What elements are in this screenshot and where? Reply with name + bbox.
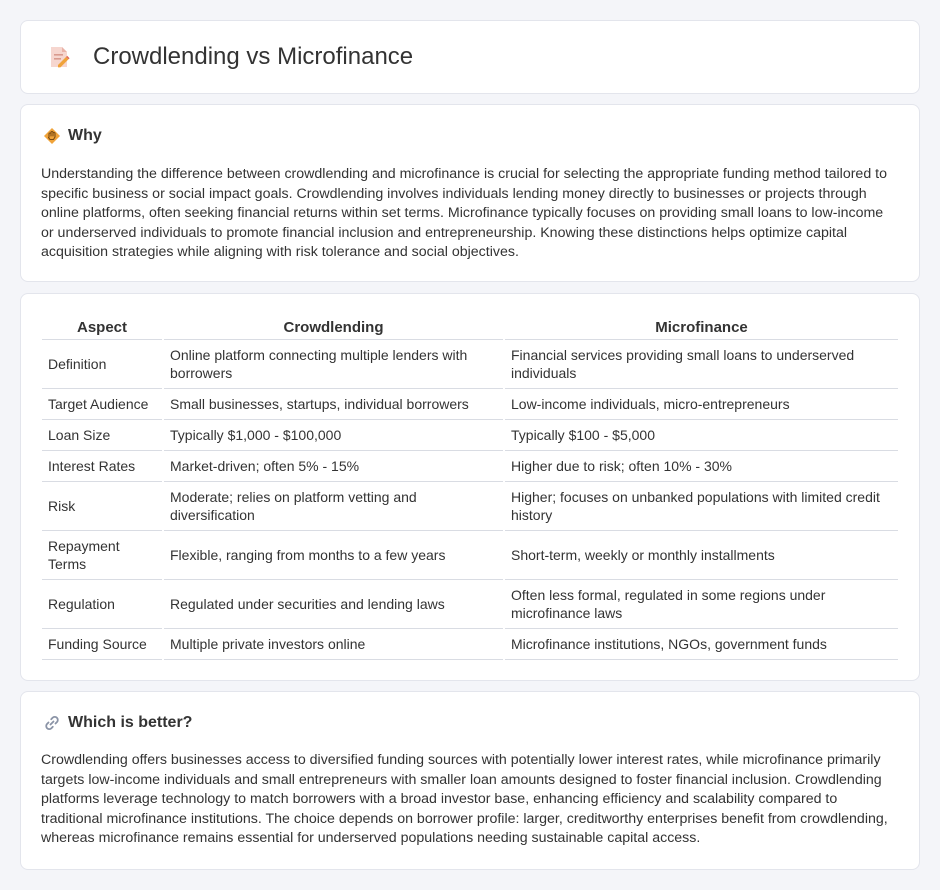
table-row	[42, 419, 898, 450]
table-row	[42, 450, 898, 481]
cell-aspect: Regulation	[42, 579, 163, 628]
cell-crowdlending: Online platform connecting multiple lenders with borrowers	[163, 339, 504, 388]
comparison-table	[42, 316, 898, 660]
page-title: Crowdlending vs Microfinance	[93, 43, 414, 70]
header-microfinance: Microfinance	[504, 316, 898, 339]
better-text: Crowdlending offers businesses access to diversified funding sources with potentially lower interest rates, while microfinance primarily targets low-income individuals and small entrepreneurs with smaller loan amounts designed to foster financial inclusion. Crowdlending platforms leverage technology to match borrowers with a broad investor base, enhancing efficiency and scalability compared to traditional microfinance institutions. The choice depends on borrower profile: larger, creditworthy enterprises benefit from crowdlending, whereas microfinance remains essential for underserved populations needing sustainable capital access.	[41, 752, 888, 847]
title-row	[21, 21, 919, 93]
cell-crowdlending: Flexible, ranging from months to a few years	[163, 530, 504, 579]
cell-crowdlending: Multiple private investors online	[163, 628, 504, 659]
table-row	[42, 388, 898, 419]
better-title: Which is better?	[68, 714, 193, 731]
table-row	[42, 628, 898, 659]
better-header	[43, 714, 192, 732]
cell-crowdlending: Moderate; relies on platform vetting and diversification	[163, 481, 504, 530]
table-row	[42, 481, 898, 530]
cell-aspect: Definition	[42, 339, 163, 388]
cell-aspect: Risk	[42, 481, 163, 530]
cell-microfinance: Microfinance institutions, NGOs, government funds	[504, 628, 898, 659]
cell-crowdlending: Market-driven; often 5% - 15%	[163, 450, 504, 481]
cell-microfinance: Often less formal, regulated in some regions under microfinance laws	[504, 579, 898, 628]
cell-aspect: Repayment Terms	[42, 530, 163, 579]
cell-microfinance: Higher; focuses on unbanked populations with limited credit history	[504, 481, 898, 530]
cell-crowdlending: Regulated under securities and lending laws	[163, 579, 504, 628]
why-card	[20, 104, 920, 282]
comparison-card	[20, 293, 920, 681]
document-edit-icon	[47, 45, 71, 69]
link-icon	[43, 714, 61, 732]
why-title: Why	[68, 127, 102, 144]
cell-microfinance: Financial services providing small loans to underserved individuals	[504, 339, 898, 388]
why-text: Understanding the difference between crowdlending and microfinance is crucial for selecting the appropriate funding method tailored to specific business or social impact goals. Crowdlending involves individuals lending money directly to businesses or projects through online platforms, often seeking financial returns within set terms. Microfinance typically focuses on providing small loans to low-income or underserved individuals to promote financial inclusion and entrepreneurship. Knowing these distinctions helps optimize capital acquisition strategies while aligning with risk tolerance and social objectives.	[41, 166, 887, 261]
cell-aspect: Loan Size	[42, 419, 163, 450]
cell-microfinance: Higher due to risk; often 10% - 30%	[504, 450, 898, 481]
cell-microfinance: Low-income individuals, micro-entrepreneurs	[504, 388, 898, 419]
cell-aspect: Funding Source	[42, 628, 163, 659]
title-card	[20, 20, 920, 94]
cell-microfinance: Typically $100 - $5,000	[504, 419, 898, 450]
cell-aspect: Target Audience	[42, 388, 163, 419]
cell-microfinance: Short-term, weekly or monthly installments	[504, 530, 898, 579]
cell-crowdlending: Typically $1,000 - $100,000	[163, 419, 504, 450]
table-row	[42, 339, 898, 388]
cell-crowdlending: Small businesses, startups, individual borrowers	[163, 388, 504, 419]
table-row	[42, 530, 898, 579]
why-header	[43, 127, 102, 145]
table-row	[42, 579, 898, 628]
hand-gesture-icon	[43, 127, 61, 145]
header-aspect: Aspect	[42, 316, 163, 339]
table-header-row	[42, 316, 898, 339]
cell-aspect: Interest Rates	[42, 450, 163, 481]
header-crowdlending: Crowdlending	[163, 316, 504, 339]
which-better-card	[20, 691, 920, 870]
